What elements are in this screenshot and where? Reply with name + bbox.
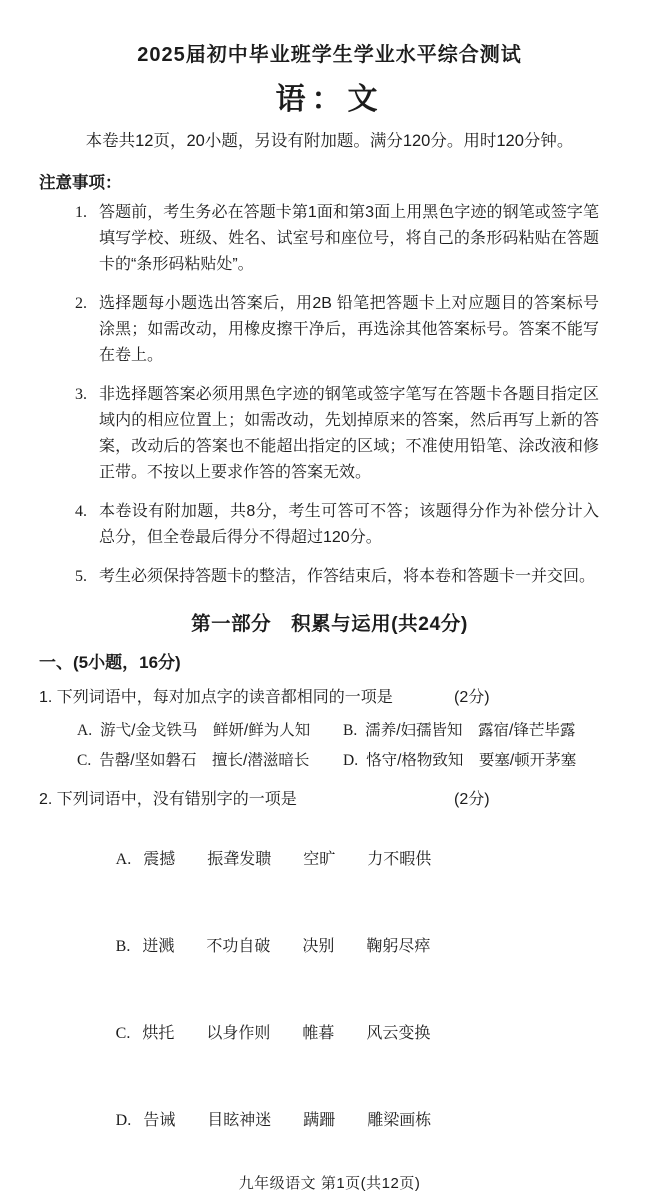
option-label: C. bbox=[115, 1025, 131, 1042]
option-text: 濡养/妇孺皆知 露宿/锋芒毕露 bbox=[365, 722, 576, 739]
notice-item-number: 5. bbox=[75, 568, 87, 585]
option-text: 恪守/格物致知 要塞/顿开茅塞 bbox=[366, 752, 577, 769]
question-1-option-c bbox=[77, 746, 343, 776]
notice-item-number: 2. bbox=[75, 295, 87, 312]
option-label: A. bbox=[115, 851, 132, 868]
notice-item-text: 非选择题答案必须用黑色字迹的钢笔或签字笔写在答题卡各题目指定区域内的相应位置上；如需改动，先划掉原来的答案，然后再写上新的答案，改动后的答案也不能超出指定的区域；不准使用铅笔、涂改液和修正带。不按以上要求作答的答案无效。 bbox=[99, 386, 599, 481]
option-label: D. bbox=[343, 752, 359, 769]
notice-item-2 bbox=[75, 291, 620, 369]
question-2-score: (2分) bbox=[454, 791, 490, 808]
notice-item-number: 4. bbox=[75, 503, 87, 520]
question-2-option-d bbox=[89, 1077, 620, 1164]
question-1-option-b bbox=[343, 716, 609, 746]
question-1-score: (2分) bbox=[454, 689, 490, 706]
notice-item-text: 选择题每小题选出答案后，用2B 铅笔把答题卡上对应题目的答案标号涂黑；如需改动，用橡皮擦干净后，再选涂其他答案标号。答案不能写在卷上。 bbox=[99, 295, 599, 364]
option-label: D. bbox=[115, 1112, 132, 1129]
question-1-options-row-1 bbox=[77, 716, 620, 746]
question-2-stem: 2. 下列词语中，没有错别字的一项是 bbox=[39, 791, 297, 808]
option-text: 烘托 以身作则 帷暮 风云变换 bbox=[142, 1025, 431, 1042]
subam-subject-title: 语：文 bbox=[275, 83, 384, 116]
part1-heading: 第一部分 积累与运用(共24分) bbox=[191, 613, 468, 635]
exam-info-line: 本卷共12页，20小题，另设有附加题。满分120分。用时120分钟。 bbox=[85, 132, 574, 150]
notice-item-text: 本卷设有附加题，共8分，考生可答可不答；该题得分作为补偿分计入总分，但全卷最后得分不得超过120分。 bbox=[99, 503, 599, 546]
question-1-option-d bbox=[343, 746, 609, 776]
notices-list bbox=[75, 200, 620, 590]
exam-title: 2025届初中毕业班学生学业水平综合测试 bbox=[137, 44, 522, 66]
notice-item-text: 答题前，考生务必在答题卡第1面和第3面上用黑色字迹的钢笔或签字笔填写学校、班级、姓名、试室号和座位号，将自己的条形码粘贴在答题卡的“条形码粘贴处”。 bbox=[99, 204, 599, 273]
notice-item-number: 3. bbox=[75, 386, 87, 403]
question-2-option-b bbox=[89, 903, 620, 990]
question-1-options bbox=[77, 716, 620, 776]
option-text: 游弋/金戈铁马 鲜妍/鲜为人知 bbox=[100, 722, 311, 739]
question-2-options bbox=[89, 816, 620, 1164]
page-footer: 九年级语文 第1页(共12页) bbox=[238, 1175, 421, 1192]
notice-item-number: 1. bbox=[75, 204, 87, 221]
option-label: A. bbox=[77, 722, 93, 739]
notice-item-3 bbox=[75, 382, 620, 486]
notice-item-5 bbox=[75, 564, 620, 590]
notice-item-1 bbox=[75, 200, 620, 278]
question-1-stem: 1. 下列词语中，每对加点字的读音都相同的一项是 bbox=[39, 689, 393, 706]
option-text: 告诫 目眩神迷 蹒跚 雕梁画栋 bbox=[143, 1112, 432, 1129]
question-1-stem-line bbox=[39, 686, 620, 710]
option-label: B. bbox=[115, 938, 131, 955]
notice-item-4 bbox=[75, 499, 620, 551]
question-2-option-a bbox=[89, 816, 620, 903]
option-label: C. bbox=[77, 752, 92, 769]
option-text: 迸溅 不功自破 决别 鞠躬尽瘁 bbox=[142, 938, 431, 955]
option-label: B. bbox=[343, 722, 358, 739]
exam-paper-page bbox=[0, 44, 659, 1192]
option-text: 告罄/坚如磐石 擅长/潜滋暗长 bbox=[99, 752, 310, 769]
notices-heading: 注意事项： bbox=[39, 174, 122, 192]
question-1-options-row-2 bbox=[77, 746, 620, 776]
section1-heading: 一、(5小题，16分) bbox=[39, 653, 181, 672]
question-1-option-a bbox=[77, 716, 343, 746]
question-2-option-c bbox=[89, 990, 620, 1077]
notice-item-text: 考生必须保持答题卡的整洁，作答结束后，将本卷和答题卡一并交回。 bbox=[99, 568, 596, 585]
option-text: 震撼 振聋发聩 空旷 力不暇供 bbox=[143, 851, 432, 868]
question-2-stem-line bbox=[39, 788, 620, 812]
